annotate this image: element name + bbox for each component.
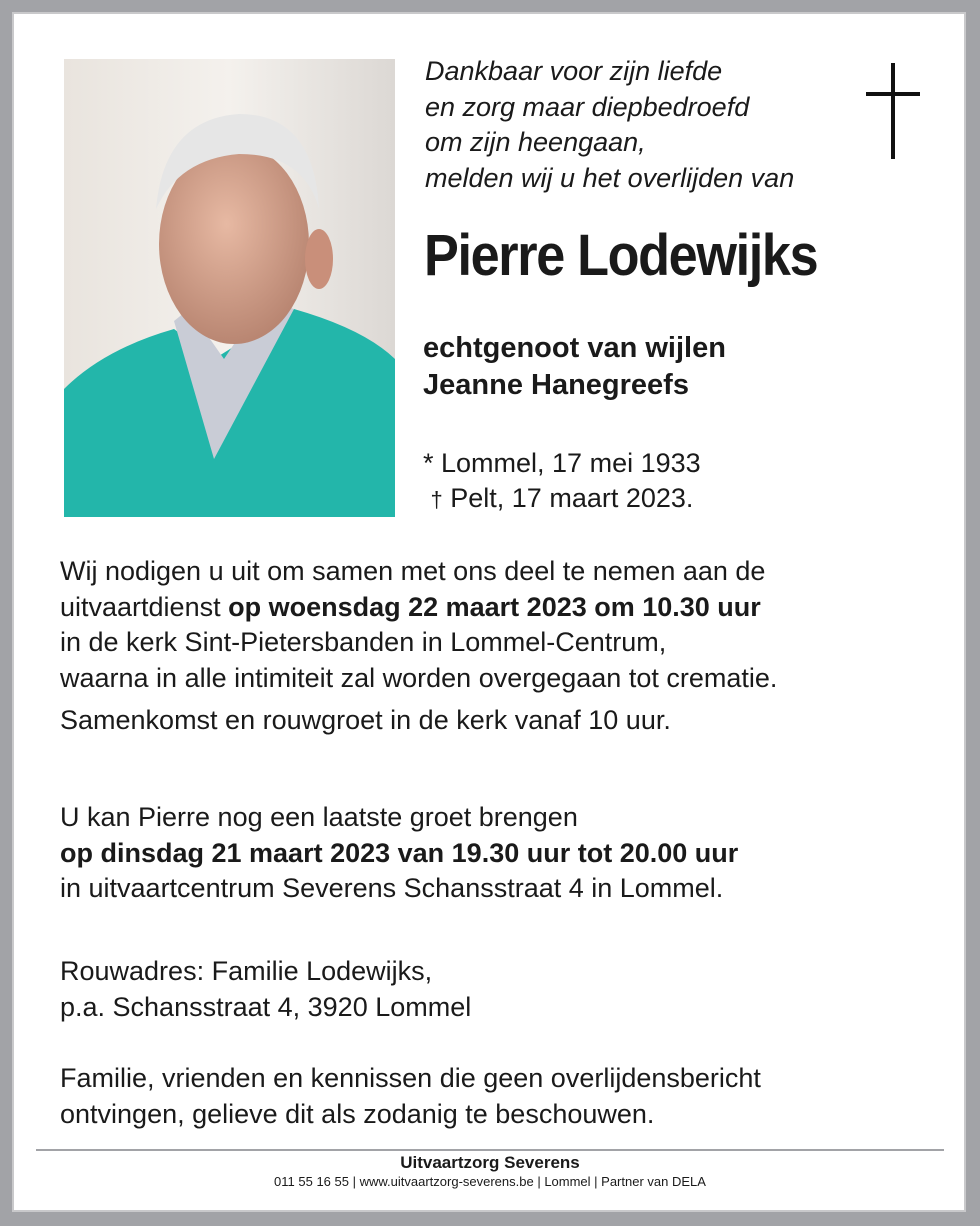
funeral-home-name: Uitvaartzorg Severens — [400, 1153, 580, 1172]
text-line: Wij nodigen u uit om samen met ons deel te nemen aan de — [60, 556, 766, 586]
intro-text — [425, 54, 794, 196]
life-dates — [423, 446, 701, 517]
portrait-photo — [64, 59, 395, 517]
dagger-icon: † — [430, 487, 443, 512]
spouse-info — [423, 330, 726, 404]
cross-icon — [866, 63, 920, 159]
text-line — [60, 590, 777, 626]
intro-line: melden wij u het overlijden van — [425, 162, 795, 193]
text-line: ontvingen, gelieve dit als zodanig te beschouwen. — [60, 1098, 655, 1129]
closing-paragraph — [60, 1061, 761, 1132]
funeral-home-details: 011 55 16 55 | www.uitvaartzorg-severens.be | Lommel | Partner van DELA — [274, 1174, 706, 1189]
text-line: in de kerk Sint-Pietersbanden in Lommel-Centrum, — [60, 627, 667, 657]
spouse-name: Jeanne Hanegreefs — [423, 369, 689, 401]
text-line: Rouwadres: Familie Lodewijks, — [60, 956, 433, 986]
visitation-paragraph — [60, 800, 738, 907]
intro-line: om zijn heengaan, — [425, 127, 646, 157]
footer-divider — [36, 1149, 944, 1151]
text-span: uitvaartdienst — [60, 591, 229, 622]
spouse-line: echtgenoot van wijlen — [423, 332, 726, 364]
deceased-name: Pierre Lodewijks — [424, 223, 818, 288]
death-date: Pelt, 17 maart 2023. — [442, 483, 694, 513]
visitation-datetime: op dinsdag 21 maart 2023 van 19.30 uur tot 20.00 uur — [60, 837, 739, 868]
text-line: p.a. Schansstraat 4, 3920 Lommel — [60, 991, 472, 1022]
funeral-paragraph — [60, 554, 777, 696]
mourning-address — [60, 954, 471, 1025]
text-line: waarna in alle intimiteit zal worden overgegaan tot crematie. — [60, 662, 778, 693]
birth-date: * Lommel, 17 mei 1933 — [423, 448, 701, 478]
death-date-line — [423, 481, 701, 517]
intro-line: en zorg maar diepbedroefd — [425, 91, 750, 122]
text-line: in uitvaartcentrum Severens Schansstraat 4 in Lommel. — [60, 873, 724, 903]
gathering-paragraph: Samenkomst en rouwgroet in de kerk vanaf 10 uur. — [60, 705, 671, 735]
text-line: Familie, vrienden en kennissen die geen overlijdensbericht — [60, 1063, 761, 1093]
text-line: U kan Pierre nog een laatste groet brengen — [60, 802, 578, 832]
funeral-datetime: op woensdag 22 maart 2023 om 10.30 uur — [228, 591, 761, 622]
intro-line: Dankbaar voor zijn liefde — [425, 56, 723, 86]
